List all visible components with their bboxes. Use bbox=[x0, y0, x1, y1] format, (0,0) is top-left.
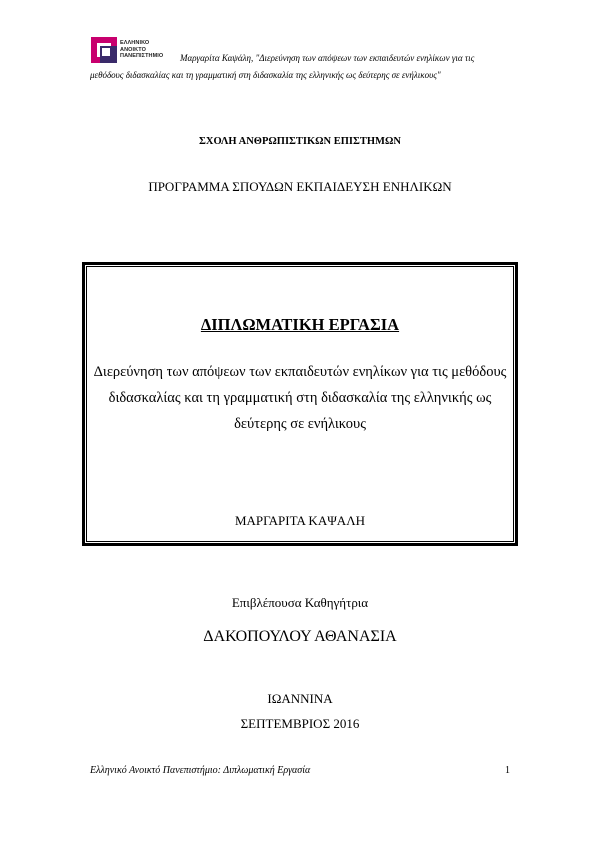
logo-line: ΑΝΟΙΚΤΟ bbox=[120, 46, 146, 53]
supervisor-name: ΔΑΚΟΠΟΥΛΟΥ ΑΘΑΝΑΣΙΑ bbox=[203, 628, 397, 645]
logo-line: ΕΛΛΗΝΙΚΟ bbox=[120, 40, 150, 46]
program-name: ΠΡΟΓΡΑΜΜΑ ΣΠΟΥΔΩΝ ΕΚΠΑΙΔΕΥΣΗ ΕΝΗΛΙΚΩΝ bbox=[148, 179, 452, 194]
header-citation-line2: μεθόδους διδασκαλίας και τη γραμματική στη διδασκαλία της ελληνικής ως δεύτερης σε ενήλικους" bbox=[90, 70, 441, 80]
school-name: ΣΧΟΛΗ ΑΝΘΡΩΠΙΣΤΙΚΩΝ ΕΠΙΣΤΗΜΩΝ bbox=[199, 136, 401, 147]
university-logo bbox=[90, 36, 172, 70]
logo-mark-icon bbox=[90, 36, 118, 64]
supervisor-label: Επιβλέπουσα Καθηγήτρια bbox=[231, 595, 369, 610]
header-citation-line1: Μαργαρίτα Καψάλη, "Διερεύνηση των απόψεων των εκπαιδευτών ενηλίκων για τις bbox=[180, 53, 475, 63]
thesis-type-heading: ΔΙΠΛΩΜΑΤΙΚΗ ΕΡΓΑΣΙΑ bbox=[200, 315, 400, 334]
date: ΣΕΠΤΕΜΒΡΙΟΣ 2016 bbox=[240, 716, 360, 731]
logo-line: ΠΑΝΕΠΙΣΤΗΜΙΟ bbox=[120, 53, 164, 59]
author-name: ΜΑΡΓΑΡΙΤΑ ΚΑΨΑΛΗ bbox=[234, 513, 366, 528]
place: ΙΩΑΝΝΙΝΑ bbox=[267, 691, 333, 706]
footer-text: Ελληνικό Ανοικτό Πανεπιστήμιο: Διπλωματική Εργασία bbox=[90, 765, 311, 776]
page-number: 1 bbox=[505, 765, 510, 776]
thesis-subtitle: Διερεύνηση των απόψεων των εκπαιδευτών ενηλίκων για τις μεθόδους διδασκαλίας και τη γραμματική στη διδασκαλία της ελληνικής ως δεύτερης σε ενήλικους bbox=[93, 364, 507, 432]
logo-wordmark bbox=[120, 40, 163, 60]
